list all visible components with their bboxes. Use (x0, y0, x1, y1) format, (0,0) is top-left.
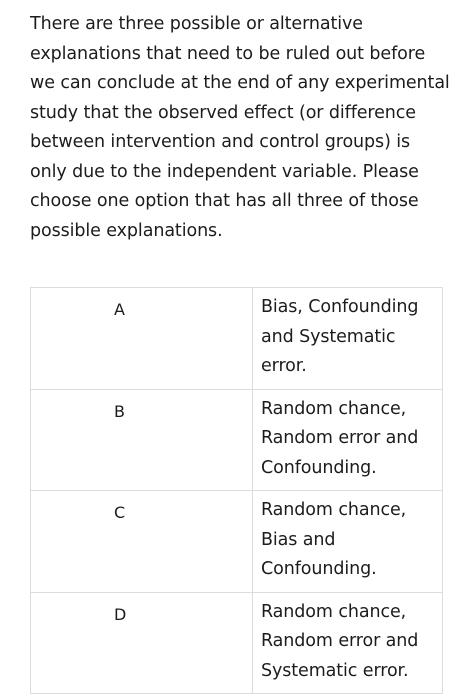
option-letter: B (31, 389, 253, 491)
question-text: There are three possible or alternative explanations that need to be ruled out before we can conclude at the end of any experimental study that the observed effect (or difference between intervention and control groups) is only due to the independent variable. Please choose one option that has all three of those possible explanations. (30, 14, 450, 241)
option-row-b[interactable] (31, 389, 443, 491)
option-text: Random chance, Random error and Systematic error. (253, 592, 443, 694)
option-text: Bias, Confounding and Systematic error. (253, 288, 443, 390)
option-row-a[interactable] (31, 288, 443, 390)
option-row-d[interactable] (31, 592, 443, 694)
options-table (30, 287, 443, 694)
option-letter: C (31, 491, 253, 593)
option-letter: A (31, 288, 253, 390)
option-letter: D (31, 592, 253, 694)
option-row-c[interactable] (31, 491, 443, 593)
option-text: Random chance, Bias and Confounding. (253, 491, 443, 593)
option-text: Random chance, Random error and Confounding. (253, 389, 443, 491)
